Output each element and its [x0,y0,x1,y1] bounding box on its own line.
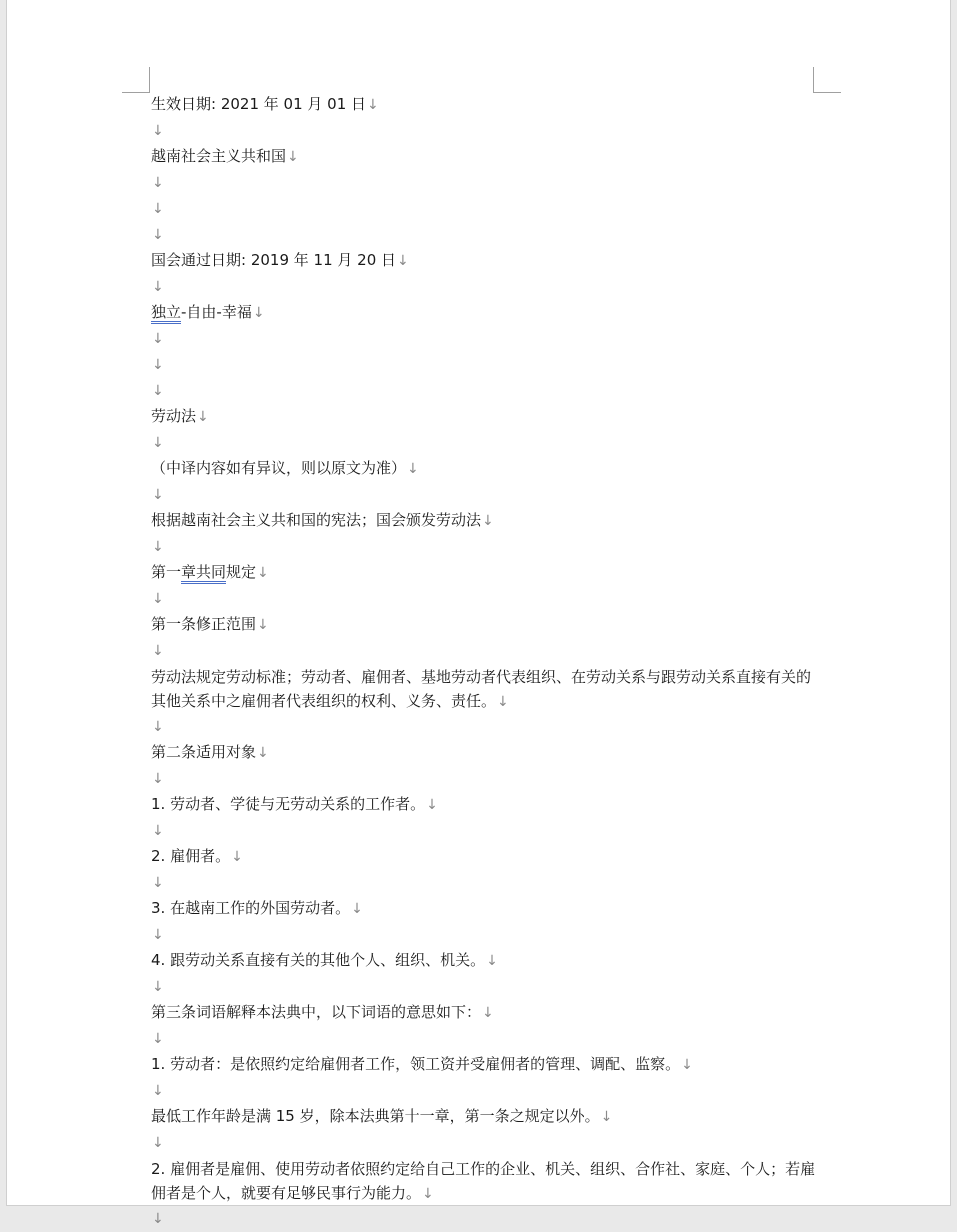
paragraph-mark-icon: ↓ [252,305,265,321]
paragraph-mark-icon: ↓ [367,97,379,113]
paragraph-mark-icon: ↓ [152,201,164,217]
empty-paragraph [151,170,821,196]
paragraph [151,1104,821,1130]
paragraph [151,1156,821,1206]
paragraph-mark-icon: ↓ [152,539,164,555]
paragraph-mark-icon: ↓ [152,1083,164,1099]
paragraph-mark-icon: ↓ [152,771,164,787]
empty-paragraph [151,766,821,792]
paragraph-text: 第三条词语解释本法典中，以下词语的意思如下： [151,1003,482,1021]
paragraph [151,144,821,170]
paragraph-text: 1. 劳动者、学徒与无劳动关系的工作者。 [151,795,426,813]
empty-paragraph [151,714,821,740]
document-page [6,0,951,1227]
crop-mark-top-left [122,92,150,93]
paragraph-mark-icon: ↓ [152,175,164,191]
paragraph-text: 4. 跟劳动关系直接有关的其他个人、组织、机关。 [151,951,486,969]
paragraph [151,404,821,430]
paragraph-text: 2. 雇佣者。 [151,847,231,865]
empty-paragraph [151,352,821,378]
paragraph-mark-icon: ↓ [152,979,164,995]
paragraph-mark-icon: ↓ [152,487,164,503]
paragraph-mark-icon: ↓ [600,1109,613,1125]
paragraph [151,740,821,766]
empty-paragraph [151,378,821,404]
empty-paragraph [151,430,821,456]
crop-mark-top-right [813,67,814,92]
paragraph-text: 第一条修正范围 [151,615,257,633]
paragraph-mark-icon: ↓ [152,1031,164,1047]
empty-paragraph [151,326,821,352]
paragraph [151,664,821,714]
paragraph [151,844,821,870]
paragraph [151,896,821,922]
paragraph-text: 第二条适用对象 [151,743,257,761]
paragraph-mark-icon: ↓ [152,383,164,399]
paragraph-text: 劳动法 [151,407,197,425]
empty-paragraph [151,1206,821,1232]
paragraph-mark-icon: ↓ [152,1211,164,1227]
paragraph-mark-icon: ↓ [152,279,164,295]
empty-paragraph [151,222,821,248]
paragraph-mark-icon: ↓ [422,1186,434,1202]
spellcheck-underline: 独立 [151,303,181,324]
spellcheck-underline: 章共同 [181,563,226,584]
paragraph-text: 1. 劳动者：是依照约定给雇佣者工作，领工资并受雇佣者的管理、调配、监察。 [151,1055,681,1073]
paragraph-mark-icon: ↓ [152,823,164,839]
paragraph-mark-icon: ↓ [152,123,164,139]
document-body[interactable] [151,92,821,1232]
paragraph-mark-icon: ↓ [152,927,164,943]
paragraph [151,1000,821,1026]
paragraph-mark-icon: ↓ [231,849,243,865]
paragraph-mark-icon: ↓ [257,565,269,581]
paragraph-mark-icon: ↓ [397,253,409,269]
paragraph-text: 3. 在越南工作的外国劳动者。 [151,899,351,917]
paragraph-mark-icon: ↓ [681,1057,693,1073]
paragraph [151,1052,821,1078]
paragraph [151,948,821,974]
empty-paragraph [151,870,821,896]
paragraph-mark-icon: ↓ [486,953,498,969]
paragraph-text: 最低工作年龄是满 15 岁，除本法典第十一章，第一条之规定以外。 [151,1107,600,1125]
paragraph-mark-icon: ↓ [152,591,164,607]
paragraph-mark-icon: ↓ [257,745,269,761]
paragraph [151,456,821,482]
empty-paragraph [151,586,821,612]
paragraph [151,300,821,326]
paragraph-mark-icon: ↓ [197,409,209,425]
paragraph-text: 第一章共同规定 [151,563,256,584]
paragraph-text: 越南社会主义共和国 [151,147,287,165]
paragraph-text: 生效日期: 2021 年 01 月 01 日 [151,95,367,113]
paragraph-text: 2. 雇佣者是雇佣、使用劳动者依照约定给自己工作的企业、机关、组织、合作社、家庭、个人；若雇佣者是个人，就要有足够民事行为能力。 [151,1160,816,1202]
paragraph-mark-icon: ↓ [152,331,164,347]
empty-paragraph [151,482,821,508]
empty-paragraph [151,534,821,560]
empty-paragraph [151,974,821,1000]
paragraph-mark-icon: ↓ [257,617,269,633]
paragraph-text: 劳动法规定劳动标准；劳动者、雇佣者、基地劳动者代表组织、在劳动关系与跟劳动关系直接有关的其他关系中之雇佣者代表组织的权利、义务、责任。 [151,668,812,710]
empty-paragraph [151,118,821,144]
paragraph [151,792,821,818]
paragraph-mark-icon: ↓ [426,797,438,813]
empty-paragraph [151,274,821,300]
empty-paragraph [151,638,821,664]
paragraph-text: （中译内容如有异议，则以原文为准） [151,459,407,477]
paragraph-mark-icon: ↓ [152,875,164,891]
paragraph-text: 国会通过日期: 2019 年 11 月 20 日 [151,251,397,269]
empty-paragraph [151,1078,821,1104]
paragraph-mark-icon: ↓ [152,1135,164,1151]
paragraph-mark-icon: ↓ [152,227,164,243]
paragraph [151,508,821,534]
empty-paragraph [151,1130,821,1156]
empty-paragraph [151,196,821,222]
empty-paragraph [151,1026,821,1052]
empty-paragraph [151,922,821,948]
paragraph-mark-icon: ↓ [152,643,164,659]
paragraph-mark-icon: ↓ [287,149,299,165]
paragraph-mark-icon: ↓ [497,694,509,710]
empty-paragraph [151,818,821,844]
paragraph-mark-icon: ↓ [152,719,164,735]
crop-mark-top-left [149,67,150,92]
paragraph-mark-icon: ↓ [152,357,164,373]
paragraph-mark-icon: ↓ [482,1005,494,1021]
paragraph-text: 根据越南社会主义共和国的宪法；国会颁发劳动法 [151,511,482,529]
paragraph-mark-icon: ↓ [482,513,494,529]
paragraph-mark-icon: ↓ [351,901,363,917]
paragraph [151,248,821,274]
paragraph [151,92,821,118]
paragraph-mark-icon: ↓ [152,435,164,451]
paragraph-text: 独立-自由-幸福 [151,303,252,324]
paragraph [151,612,821,638]
paragraph-mark-icon: ↓ [407,461,419,477]
paragraph [151,560,821,586]
